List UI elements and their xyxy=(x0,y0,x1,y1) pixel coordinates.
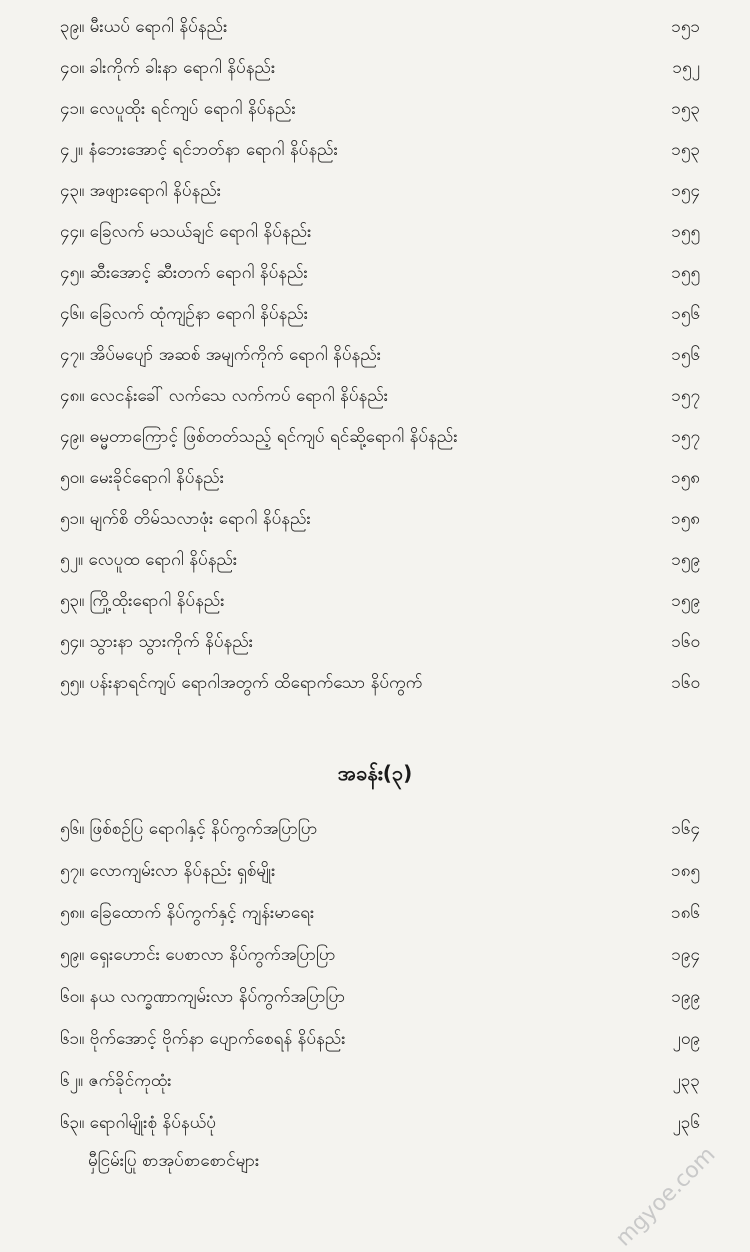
toc-entry-page-number: ၂၃၃ xyxy=(672,1071,700,1091)
toc-entry xyxy=(60,812,700,852)
toc-entry-title: ၄၃။ အဖျားရောဂါ နိပ်နည်း xyxy=(60,181,222,201)
toc-entry xyxy=(60,215,700,255)
toc-entry-title: ၄၁။ လေပူထိုး ရင်ကျပ် ရောဂါ နိပ်နည်း xyxy=(60,99,296,119)
toc-entry-title: ၄၇။ အိပ်မပျော် အဆစ် အမျက်ကိုက် ရောဂါ နိပ်နည်း xyxy=(60,345,382,365)
toc-entry-page-number: ၁၅၅ xyxy=(671,263,700,283)
toc-entry-page-number: ၂၃၆ xyxy=(672,1113,700,1133)
toc-entry-title: ၄၀။ ခါးကိုက် ခါးနာ ရောဂါ နိပ်နည်း xyxy=(60,58,276,78)
toc-entry-title: ၆၁။ ဗိုက်အောင့် ဗိုက်နာ ပျောက်စေရန် နိပ်နည်း xyxy=(60,1029,346,1049)
toc-entry-page-number: ၁၅၃ xyxy=(671,99,700,119)
toc-entry xyxy=(60,666,700,706)
toc-entry xyxy=(60,625,700,665)
toc-entry-title: ၄၂။ နံဘေးအောင့် ရင်ဘတ်နာ ရောဂါ နိပ်နည်း xyxy=(60,140,338,160)
toc-entry-page-number: ၁၉၉ xyxy=(671,987,700,1007)
toc-entry xyxy=(60,938,700,978)
toc-entry-title: ၄၆။ ခြေလက် ထုံကျဉ်နာ ရောဂါ နိပ်နည်း xyxy=(60,304,309,324)
watermark: mgyoe.com xyxy=(610,1142,720,1252)
toc-entry-title: ၅၃။ ကြို့ထိုးရောဂါ နိပ်နည်း xyxy=(60,591,225,611)
toc-entry-title: ၆၀။ နယ လက္ခဏာကျမ်းလာ နိပ်ကွက်အပြာပြာ xyxy=(60,987,346,1007)
toc-entry-page-number: ၁၆၀ xyxy=(671,673,700,693)
toc-entry-page-number: ၁၅၅ xyxy=(671,222,700,242)
toc-entry-page-number: ၁၅၉ xyxy=(671,550,700,570)
toc-entry xyxy=(60,854,700,894)
toc-entry-title: ၄၈။ လေငန်းခေါ် လက်သေ လက်ကပ် ရောဂါ နိပ်နည်း xyxy=(60,386,389,406)
toc-entry-page-number: ၁၅၉ xyxy=(671,591,700,611)
toc-entry-page-number: ၁၉၄ xyxy=(671,945,700,965)
toc-entry-title: ၅၈။ ခြေထောက် နိပ်ကွက်နှင့် ကျန်းမာရေး xyxy=(60,903,315,923)
toc-entry xyxy=(60,133,700,173)
toc-entry-page-number: ၁၅၇ xyxy=(671,386,700,406)
toc-entry-title: ၅၆။ ဖြစ်စဉ်ပြ ရောဂါနှင့် နိပ်ကွက်အပြာပြာ xyxy=(60,819,318,839)
toc-entry xyxy=(60,174,700,214)
toc-entry-page-number: ၁၆၀ xyxy=(671,632,700,652)
toc-entry-page-number: ၂၀၉ xyxy=(672,1029,700,1049)
toc-entry-page-number: ၁၅၂ xyxy=(672,58,700,78)
toc-entry-title: ၃၉။ မီးယပ် ရောဂါ နိပ်နည်း xyxy=(60,17,228,37)
toc-entry-title: ၅၂။ လေပူထ ရောဂါ နိပ်နည်း xyxy=(60,550,238,570)
toc-entry xyxy=(60,1064,700,1104)
toc-entry xyxy=(60,461,700,501)
toc-entry xyxy=(60,543,700,583)
toc-entry xyxy=(60,502,700,542)
toc-entry-page-number: ၁၅၆ xyxy=(671,304,700,324)
toc-entry-page-number: ၁၅၆ xyxy=(671,345,700,365)
toc-entry-page-number: ၁၅၈ xyxy=(671,468,700,488)
toc-entry-title: ၄၄။ ခြေလက် မသယ်ချင် ရောဂါ နိပ်နည်း xyxy=(60,222,312,242)
toc-entry-page-number: ၁၆၄ xyxy=(671,819,700,839)
chapter-heading: အခန်း(၃) xyxy=(337,761,413,785)
toc-entry-page-number: ၁၈၆ xyxy=(671,903,700,923)
toc-entry xyxy=(60,1022,700,1062)
toc-entry-title: ၅၀။ မေးခိုင်ရောဂါ နိပ်နည်း xyxy=(60,468,225,488)
toc-entry-title: ၅၅။ ပန်းနာရင်ကျပ် ရောဂါအတွက် ထိရောက်သော နိပ်ကွက် xyxy=(60,673,423,693)
toc-entry xyxy=(60,297,700,337)
toc-entry xyxy=(60,896,700,936)
toc-entry-title: ၆၃။ ရောဂါမျိုးစုံ နိပ်နယ်ပုံ xyxy=(60,1113,216,1133)
toc-entry-title: ၄၅။ ဆီးအောင့် ဆီးတက် ရောဂါ နိပ်နည်း xyxy=(60,263,308,283)
toc-entry-title: ၅၇။ လောကျမ်းလာ နိပ်နည်း ရှစ်မျိုး xyxy=(60,861,276,881)
toc-entry xyxy=(60,584,700,624)
toc-entry-page-number: ၁၈၅ xyxy=(671,861,700,881)
toc-entry-title: ၅၁။ မျက်စိ တိမ်သလာဖုံး ရောဂါ နိပ်နည်း xyxy=(60,509,311,529)
toc-entry-title: ၆၂။ ဇက်ခိုင်ကုထုံး xyxy=(60,1071,172,1091)
toc-entry-title: ၅၄။ သွားနာ သွားကိုက် နိပ်နည်း xyxy=(60,632,254,652)
toc-entry-title: ၄၉။ ဓမ္မတာကြောင့် ဖြစ်တတ်သည့် ရင်ကျပ် ရင်ဆို့ရောဂါ နိပ်နည်း xyxy=(60,427,458,447)
toc-entry-page-number: ၁၅၃ xyxy=(671,140,700,160)
toc-entry-page-number: ၁၅၇ xyxy=(671,427,700,447)
toc-entry xyxy=(60,51,700,91)
toc-entry-page-number: ၁၅၈ xyxy=(671,509,700,529)
toc-entry-page-number: ၁၅၁ xyxy=(671,17,700,37)
bibliography-line: မှီငြမ်းပြု စာအုပ်စာစောင်များ xyxy=(88,1151,260,1171)
toc-entry-page-number: ၁၅၄ xyxy=(671,181,700,201)
toc-entry xyxy=(60,338,700,378)
toc-entry xyxy=(60,980,700,1020)
toc-entry xyxy=(60,1106,700,1146)
toc-entry xyxy=(60,92,700,132)
toc-entry xyxy=(60,420,700,460)
toc-entry xyxy=(60,379,700,419)
toc-entry xyxy=(60,10,700,50)
toc-entry xyxy=(60,256,700,296)
toc-entry-title: ၅၉။ ရှေးဟောင်း ပေစာလာ နိပ်ကွက်အပြာပြာ xyxy=(60,945,336,965)
